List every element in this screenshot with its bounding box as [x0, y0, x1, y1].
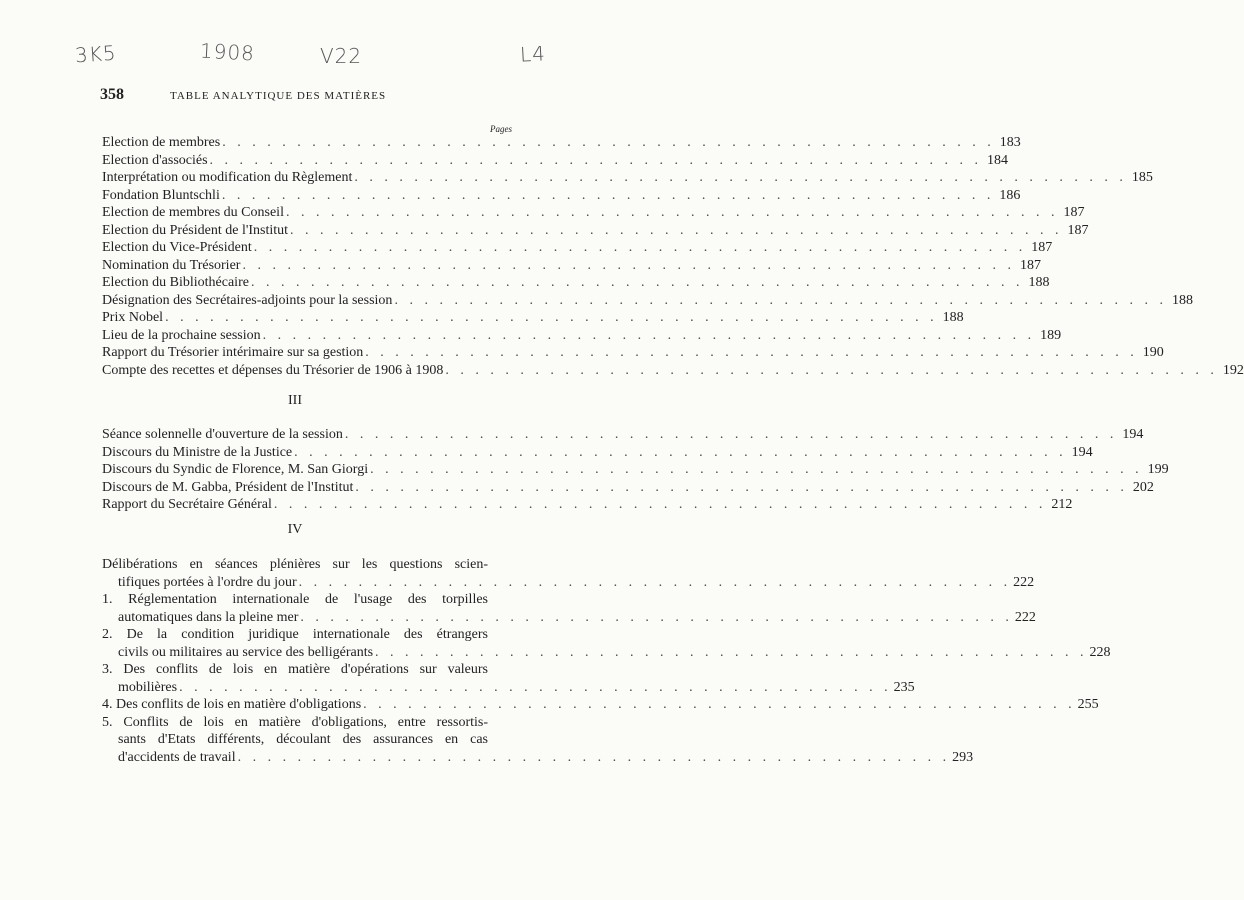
running-head: [100, 86, 500, 108]
leader-dots: [352, 169, 1129, 187]
toc-entry-line: 3. Des conflits de lois en matière d'opérations sur valeurs: [102, 662, 488, 677]
toc-entry-page: 222: [1014, 609, 1036, 625]
toc-entry-page: 187: [1063, 205, 1085, 220]
toc-entry-page: 222: [1013, 574, 1035, 590]
toc-entry-page: 235: [893, 679, 915, 695]
toc-entry-line: 2. De la condition juridique internationale des étrangers: [102, 627, 488, 642]
toc-entry-title: Désignation des Secrétaires-adjoints pour la session: [102, 292, 393, 308]
leader-dots: [272, 496, 1049, 514]
leader-dots: [297, 574, 1014, 592]
leader-dots: [343, 426, 1120, 444]
leader-dots: [236, 749, 953, 767]
section-heading: IV: [287, 522, 303, 537]
handwritten-mark: V22: [320, 44, 363, 68]
toc-entry-title: Election du Bibliothécaire: [102, 275, 249, 290]
toc-entry-line: 1. Réglementation internationale de l'usage des torpilles: [102, 592, 488, 607]
leader-dots: [284, 204, 1061, 222]
toc-entry: [102, 222, 1089, 240]
toc-entry: [102, 274, 1050, 292]
toc-entry: [102, 239, 1053, 257]
leader-dots: [392, 292, 1169, 310]
leader-dots: [261, 327, 1038, 345]
toc-entry-title: Election de membres du Conseil: [102, 205, 284, 220]
toc-entry-page: 187: [1031, 240, 1053, 255]
leader-dots: [249, 274, 1026, 292]
toc-entry-page: 184: [987, 152, 1009, 168]
leader-dots: [240, 257, 1017, 275]
leader-dots: [373, 644, 1090, 662]
toc-entry-page: 228: [1089, 644, 1111, 660]
toc-entry-page: 293: [952, 749, 974, 765]
toc-entry: [102, 257, 1041, 275]
leader-dots: [252, 239, 1029, 257]
toc-entry-title: Discours de M. Gabba, Président de l'Institut: [102, 479, 354, 495]
toc-entry-page: 185: [1131, 170, 1153, 185]
toc-entry-line: [102, 574, 1035, 592]
toc-entry-title: Election du Vice-Président: [102, 240, 252, 255]
toc-entry-title: Election de membres: [102, 135, 221, 150]
toc-entry-page: 190: [1142, 345, 1164, 360]
toc-entry: [102, 626, 1111, 661]
toc-entry-title: Séance solennelle d'ouverture de la session: [102, 427, 343, 442]
toc-entry-page: 194: [1071, 444, 1093, 460]
toc-section: [102, 556, 1111, 766]
toc-entry: [102, 426, 1144, 444]
toc-entry-line: Délibérations en séances plénières sur les questions scien-: [102, 557, 488, 572]
toc-entry-page: 186: [999, 187, 1021, 203]
toc-entry-line: 5. Conflits de lois en matière d'obligations, entre ressortis-: [102, 714, 488, 730]
toc-entry-page: 188: [1171, 292, 1193, 308]
toc-entry: [102, 134, 1021, 152]
handwritten-mark: L4: [519, 41, 547, 67]
toc-entry: [102, 496, 1073, 514]
toc-entry-page: 188: [942, 310, 964, 325]
toc-entry-title: Interprétation ou modification du Règlement: [102, 170, 353, 185]
leader-dots: [353, 479, 1130, 497]
leader-dots: [368, 461, 1145, 479]
toc-entry-title: Discours du Ministre de la Justice: [102, 444, 293, 460]
leader-dots: [361, 696, 1078, 714]
toc-entry: [102, 556, 1035, 591]
toc-entry-line: [102, 609, 1036, 627]
toc-entry-title: tifiques portées à l'ordre du jour: [118, 574, 297, 590]
toc-entry: [102, 344, 1164, 362]
toc-entry-title: Fondation Bluntschli: [102, 187, 220, 203]
toc-entry-title: Election d'associés: [102, 152, 208, 168]
toc-entry: [102, 327, 1062, 345]
toc-entry-title: Election du Président de l'Institut: [102, 222, 289, 238]
toc-entry-title: Discours du Syndic de Florence, M. San Giorgi: [102, 462, 369, 477]
toc-entry-page: 188: [1028, 275, 1050, 290]
toc-entry-line: [102, 679, 915, 697]
toc-entry: [102, 292, 1193, 310]
page-number: 358: [100, 86, 124, 103]
leader-dots: [443, 362, 1220, 380]
leader-dots: [220, 134, 997, 152]
toc-entry: [102, 309, 964, 327]
toc-entry-title: Nomination du Trésorier: [102, 257, 241, 273]
toc-entry-page: 187: [1067, 222, 1089, 238]
leader-dots: [363, 344, 1140, 362]
toc-entry-title: 4. Des conflits de lois en matière d'obligations: [102, 697, 362, 712]
leader-dots: [177, 679, 894, 697]
handwritten-mark: 1908: [199, 38, 256, 66]
toc-entry-page: 192: [1222, 362, 1244, 378]
toc-entry-page: 255: [1077, 697, 1099, 712]
toc-entry: [102, 444, 1093, 462]
toc-section: [102, 134, 1244, 379]
toc-entry-title: d'accidents de travail: [118, 749, 236, 765]
toc-entry-page: 183: [999, 135, 1021, 150]
toc-entry-page: 202: [1132, 479, 1154, 495]
toc-entry-page: 212: [1051, 497, 1073, 512]
toc-entry-page: 199: [1147, 462, 1169, 477]
toc-entry: [102, 204, 1085, 222]
toc-section: [102, 426, 1169, 514]
toc-entry: [102, 591, 1036, 626]
toc-entry: [102, 187, 1021, 205]
leader-dots: [208, 152, 985, 170]
toc-entry: [102, 362, 1244, 380]
toc-entry-page: 187: [1019, 257, 1041, 273]
toc-entry: [102, 661, 915, 696]
toc-entry: [102, 479, 1154, 497]
leader-dots: [292, 444, 1069, 462]
toc-entry: [102, 696, 1099, 714]
toc-entry-title: civils ou militaires au service des belligérants: [118, 644, 374, 660]
toc-entry-line: [102, 644, 1111, 662]
toc-entry-page: 194: [1122, 427, 1144, 442]
toc-entry-page: 189: [1040, 327, 1062, 343]
toc-entry: [102, 152, 1009, 170]
toc-entry-title: Rapport du Secrétaire Général: [102, 497, 272, 512]
toc-entry-title: automatiques dans la pleine mer: [118, 609, 299, 625]
toc-entry-title: Lieu de la prochaine session: [102, 327, 261, 343]
section-heading: III: [288, 393, 302, 408]
toc-entry-title: mobilières: [118, 679, 178, 695]
handwritten-annotations: [0, 40, 588, 80]
toc-entry: [102, 169, 1153, 187]
toc-entry-line: [102, 749, 974, 767]
leader-dots: [298, 609, 1015, 627]
toc-entry-title: Prix Nobel: [102, 310, 164, 325]
leader-dots: [220, 187, 997, 205]
toc-entry-title: Rapport du Trésorier intérimaire sur sa gestion: [102, 345, 364, 360]
toc-entry-line: sants d'Etats différents, découlant des assurances en cas: [118, 732, 488, 747]
toc-entry-title: Compte des recettes et dépenses du Trésorier de 1906 à 1908: [102, 362, 444, 378]
running-title: TABLE ANALYTIQUE DES MATIÈRES: [170, 90, 387, 102]
leader-dots: [163, 309, 940, 327]
handwritten-mark: 3K5: [74, 40, 118, 68]
pages-column-label: Pages: [490, 124, 512, 134]
toc-entry: [102, 461, 1169, 479]
leader-dots: [288, 222, 1065, 240]
toc-entry: [102, 714, 974, 767]
